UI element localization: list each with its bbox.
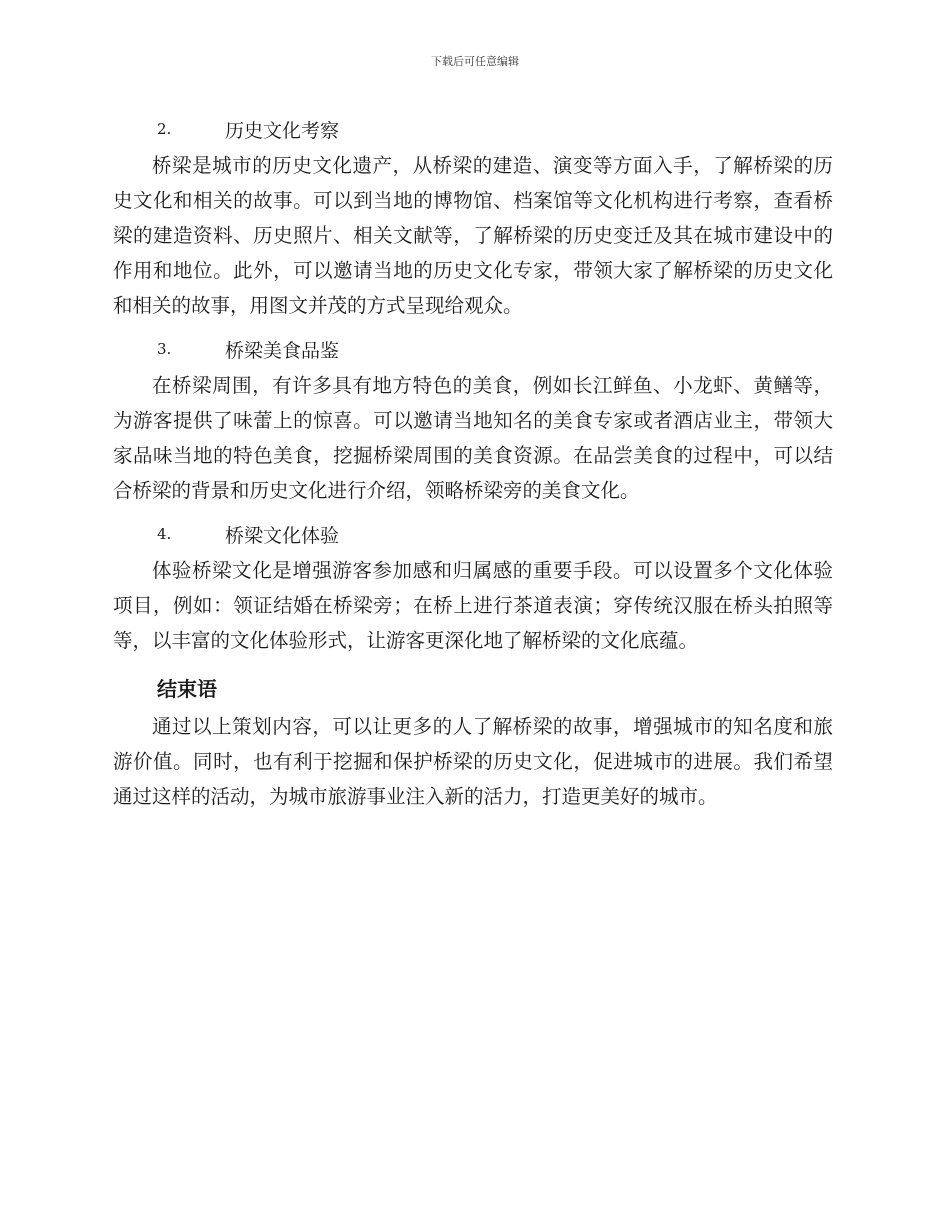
conclusion-heading: 结束语 bbox=[157, 676, 217, 701]
section-title: 历史文化考察 bbox=[225, 119, 340, 142]
section-number: 2. bbox=[157, 120, 172, 138]
section-title: 桥梁文化体验 bbox=[225, 524, 340, 547]
section-paragraph-history: 桥梁是城市的历史文化遗产，从桥梁的建造、演变等方面入手，了解桥梁的历史文化和相关的故事。可以到当地的博物馆、档案馆等文化机构进行考察，查看桥梁的建造资料、历史照片、相关文献等，了解桥梁的历史变迁及其在城市建设中的作用和地位。此外，可以邀请当地的历史文化专家，带领大家了解桥梁的历史文化和相关的故事，用图文并茂的方式呈现给观众。 bbox=[113, 154, 833, 317]
section-number: 3. bbox=[157, 340, 172, 358]
document-body bbox=[113, 110, 833, 821]
section-number: 4. bbox=[157, 525, 172, 543]
section-heading-history bbox=[113, 110, 833, 148]
page-header: 下载后可任意编辑 bbox=[431, 55, 519, 68]
section-paragraph-experience: 体验桥梁文化是增强游客参加感和归属感的重要手段。可以设置多个文化体验项目，例如：领证结婚在桥梁旁；在桥上进行茶道表演；穿传统汉服在桥头拍照等等，以丰富的文化体验形式，让游客更深化地了解桥梁的文化底蕴。 bbox=[113, 559, 833, 652]
section-heading-experience bbox=[113, 515, 833, 553]
section-heading-food bbox=[113, 330, 833, 368]
conclusion-paragraph: 通过以上策划内容，可以让更多的人了解桥梁的故事，增强城市的知名度和旅游价值。同时，也有利于挖掘和保护桥梁的历史文化，促进城市的进展。我们希望通过这样的活动，为城市旅游事业注入新的活力，打造更美好的城市。 bbox=[113, 715, 833, 808]
section-title: 桥梁美食品鉴 bbox=[225, 339, 340, 362]
section-paragraph-food: 在桥梁周围，有许多具有地方特色的美食，例如长江鲜鱼、小龙虾、黄鳝等，为游客提供了味蕾上的惊喜。可以邀请当地知名的美食专家或者酒店业主，带领大家品味当地的特色美食，挖掘桥梁周围的美食资源。在品尝美食的过程中，可以结合桥梁的背景和历史文化进行介绍，领略桥梁旁的美食文化。 bbox=[113, 374, 833, 502]
